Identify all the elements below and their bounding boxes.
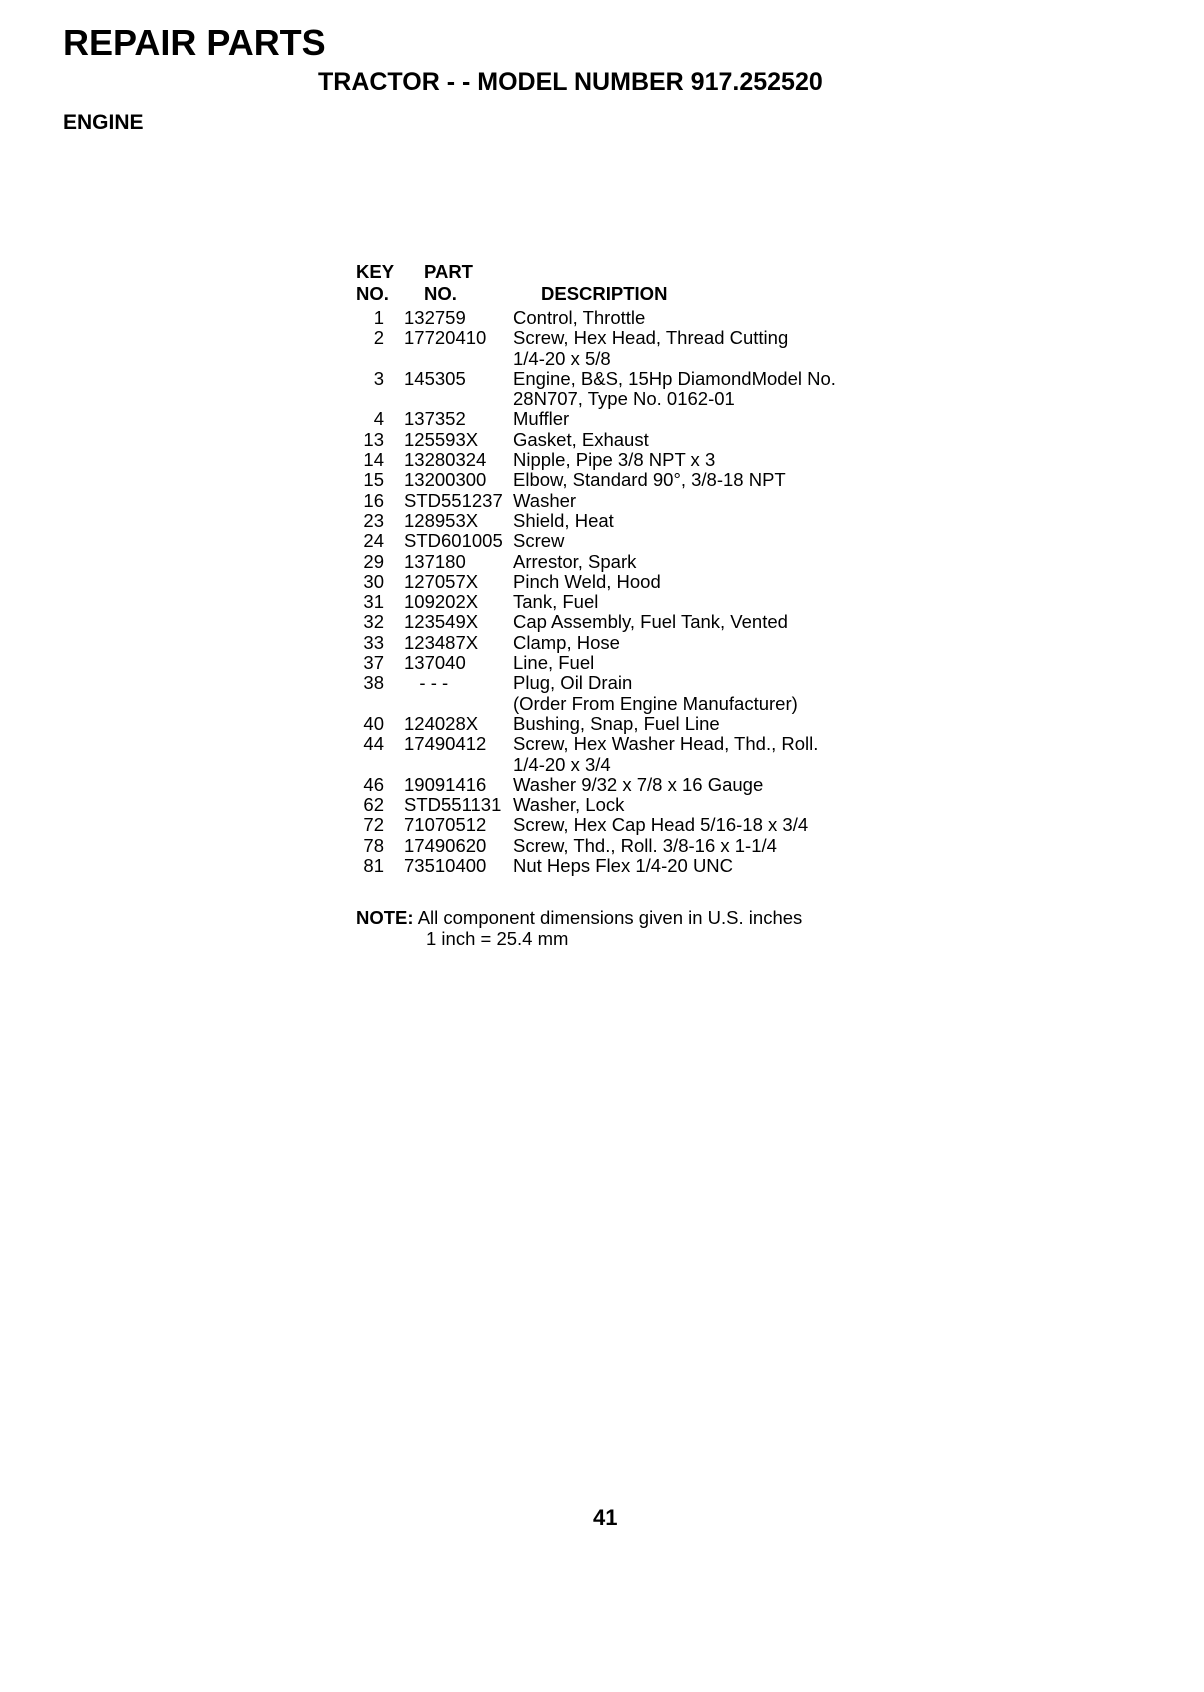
key-number: 44 bbox=[363, 733, 384, 755]
key-number: 81 bbox=[363, 855, 384, 877]
key-number: 72 bbox=[363, 814, 384, 836]
part-description bbox=[513, 308, 913, 328]
part-number: 73510400 bbox=[404, 855, 487, 877]
description-line: Washer bbox=[513, 489, 577, 511]
table-row bbox=[356, 836, 913, 856]
part-description bbox=[513, 856, 913, 876]
part-number: 17490412 bbox=[404, 733, 487, 755]
table-row bbox=[356, 775, 913, 795]
part-description bbox=[513, 795, 913, 815]
key-number: 38 bbox=[363, 672, 384, 694]
part-number: STD551237 bbox=[404, 489, 503, 511]
part-number: 128953X bbox=[404, 509, 479, 531]
description-line: 28N707, Type No. 0162-01 bbox=[513, 388, 735, 410]
description-line: (Order From Engine Manufacturer) bbox=[513, 692, 798, 714]
description-line: Engine, B&S, 15Hp DiamondModel No. bbox=[513, 367, 836, 389]
table-row bbox=[356, 308, 913, 328]
key-number: 14 bbox=[363, 449, 384, 471]
part-description bbox=[513, 450, 913, 470]
description-line: Cap Assembly, Fuel Tank, Vented bbox=[513, 611, 788, 633]
part-number: 123549X bbox=[404, 611, 479, 633]
part-number: 124028X bbox=[404, 712, 479, 734]
part-number: 13280324 bbox=[404, 449, 487, 471]
part-description bbox=[513, 653, 913, 673]
part-number: 17720410 bbox=[404, 327, 487, 349]
part-number: 137040 bbox=[404, 652, 466, 674]
table-row bbox=[356, 491, 913, 511]
description-line: Screw bbox=[513, 530, 565, 552]
key-number: 46 bbox=[363, 773, 384, 795]
description-line: Nipple, Pipe 3/8 NPT x 3 bbox=[513, 449, 716, 471]
key-number: 40 bbox=[363, 712, 384, 734]
key-number: 37 bbox=[363, 652, 384, 674]
page-title: REPAIR PARTS bbox=[63, 22, 326, 63]
part-number: 125593X bbox=[404, 428, 479, 450]
key-header-line1: KEY bbox=[356, 261, 395, 282]
description-line: Tank, Fuel bbox=[513, 591, 599, 613]
description-header: DESCRIPTION bbox=[541, 283, 668, 304]
part-number: 132759 bbox=[404, 307, 466, 328]
table-row bbox=[356, 795, 913, 815]
key-number: 29 bbox=[363, 550, 384, 572]
part-number: STD601005 bbox=[404, 530, 503, 552]
key-number: 30 bbox=[363, 570, 384, 592]
description-line: Washer, Lock bbox=[513, 794, 625, 816]
table-row bbox=[356, 328, 913, 369]
description-line: Screw, Hex Washer Head, Thd., Roll. bbox=[513, 733, 819, 755]
description-line: Elbow, Standard 90°, 3/8-18 NPT bbox=[513, 469, 786, 491]
table-row bbox=[356, 430, 913, 450]
description-line: Screw, Thd., Roll. 3/8-16 x 1-1/4 bbox=[513, 834, 777, 856]
table-row bbox=[356, 856, 913, 876]
part-number: STD551131 bbox=[404, 794, 502, 816]
part-number: 137180 bbox=[404, 550, 466, 572]
part-header-line2: NO. bbox=[424, 283, 457, 304]
page-number: 41 bbox=[593, 1505, 618, 1530]
table-row bbox=[356, 815, 913, 835]
part-description bbox=[513, 815, 913, 835]
description-line: Muffler bbox=[513, 408, 570, 430]
part-description bbox=[513, 369, 913, 410]
part-number: 13200300 bbox=[404, 469, 487, 491]
table-row bbox=[356, 673, 913, 714]
table-row bbox=[356, 511, 913, 531]
table-row bbox=[356, 612, 913, 632]
description-line: Line, Fuel bbox=[513, 652, 595, 674]
table-row bbox=[356, 369, 913, 410]
table-row bbox=[356, 409, 913, 429]
part-description bbox=[513, 409, 913, 429]
part-description bbox=[513, 612, 913, 632]
description-line: Shield, Heat bbox=[513, 509, 614, 531]
description-line: Nut Heps Flex 1/4-20 UNC bbox=[513, 855, 734, 877]
key-number: 24 bbox=[363, 530, 384, 552]
part-description bbox=[513, 734, 913, 775]
key-number: 31 bbox=[363, 591, 384, 613]
key-number: 78 bbox=[363, 834, 384, 856]
key-number: 3 bbox=[373, 367, 384, 389]
part-description bbox=[513, 531, 913, 551]
table-row bbox=[356, 592, 913, 612]
part-number: - - - bbox=[404, 672, 449, 694]
part-description bbox=[513, 714, 913, 734]
note-line2: 1 inch = 25.4 mm bbox=[426, 927, 569, 949]
table-row bbox=[356, 653, 913, 673]
table-row bbox=[356, 734, 913, 775]
table-row bbox=[356, 714, 913, 734]
key-number: 16 bbox=[363, 489, 384, 511]
key-number: 15 bbox=[363, 469, 384, 491]
part-description bbox=[513, 592, 913, 612]
part-description bbox=[513, 491, 913, 511]
part-description bbox=[513, 470, 913, 490]
table-header bbox=[356, 262, 913, 308]
table-row bbox=[356, 572, 913, 592]
part-number: 71070512 bbox=[404, 814, 487, 836]
table-row bbox=[356, 470, 913, 490]
parts-rows bbox=[356, 308, 913, 876]
key-number: 23 bbox=[363, 509, 384, 531]
part-description bbox=[513, 552, 913, 572]
table-row bbox=[356, 531, 913, 551]
part-description bbox=[513, 673, 913, 714]
part-description bbox=[513, 572, 913, 592]
part-description bbox=[513, 430, 913, 450]
description-line: 1/4-20 x 5/8 bbox=[513, 347, 611, 369]
part-description bbox=[513, 328, 913, 369]
table-row bbox=[356, 552, 913, 572]
description-line: Clamp, Hose bbox=[513, 631, 620, 653]
key-number: 32 bbox=[363, 611, 384, 633]
description-line: Gasket, Exhaust bbox=[513, 428, 649, 450]
part-number: 17490620 bbox=[404, 834, 487, 856]
part-description bbox=[513, 511, 913, 531]
description-line: Screw, Hex Cap Head 5/16-18 x 3/4 bbox=[513, 814, 809, 836]
key-number: 4 bbox=[373, 408, 384, 430]
description-line: Plug, Oil Drain bbox=[513, 672, 633, 694]
part-description bbox=[513, 836, 913, 856]
key-number: 62 bbox=[363, 794, 384, 816]
part-number: 109202X bbox=[404, 591, 479, 613]
part-number: 137352 bbox=[404, 408, 466, 430]
key-header-line2: NO. bbox=[356, 283, 389, 304]
description-line: Washer 9/32 x 7/8 x 16 Gauge bbox=[513, 773, 764, 795]
part-number: 123487X bbox=[404, 631, 479, 653]
part-description bbox=[513, 775, 913, 795]
note-line1: All component dimensions given in U.S. inches bbox=[417, 907, 803, 928]
dimensions-note bbox=[356, 908, 802, 949]
description-line: Control, Throttle bbox=[513, 307, 646, 328]
key-number: 13 bbox=[363, 428, 384, 450]
table-row bbox=[356, 450, 913, 470]
description-line: Pinch Weld, Hood bbox=[513, 570, 661, 592]
key-number: 2 bbox=[373, 327, 384, 349]
part-header-line1: PART bbox=[424, 261, 473, 282]
part-number: 127057X bbox=[404, 570, 479, 592]
description-line: Bushing, Snap, Fuel Line bbox=[513, 712, 720, 734]
description-line: Arrestor, Spark bbox=[513, 550, 637, 572]
key-number: 1 bbox=[373, 307, 384, 328]
description-line: 1/4-20 x 3/4 bbox=[513, 753, 611, 775]
part-description bbox=[513, 633, 913, 653]
table-row bbox=[356, 633, 913, 653]
description-line: Screw, Hex Head, Thread Cutting bbox=[513, 327, 789, 349]
part-number: 19091416 bbox=[404, 773, 487, 795]
part-number: 145305 bbox=[404, 367, 466, 389]
parts-table bbox=[356, 262, 913, 876]
note-label: NOTE: bbox=[356, 907, 414, 928]
key-number: 33 bbox=[363, 631, 384, 653]
section-heading: ENGINE bbox=[63, 111, 144, 134]
model-subtitle: TRACTOR - - MODEL NUMBER 917.252520 bbox=[318, 68, 823, 96]
